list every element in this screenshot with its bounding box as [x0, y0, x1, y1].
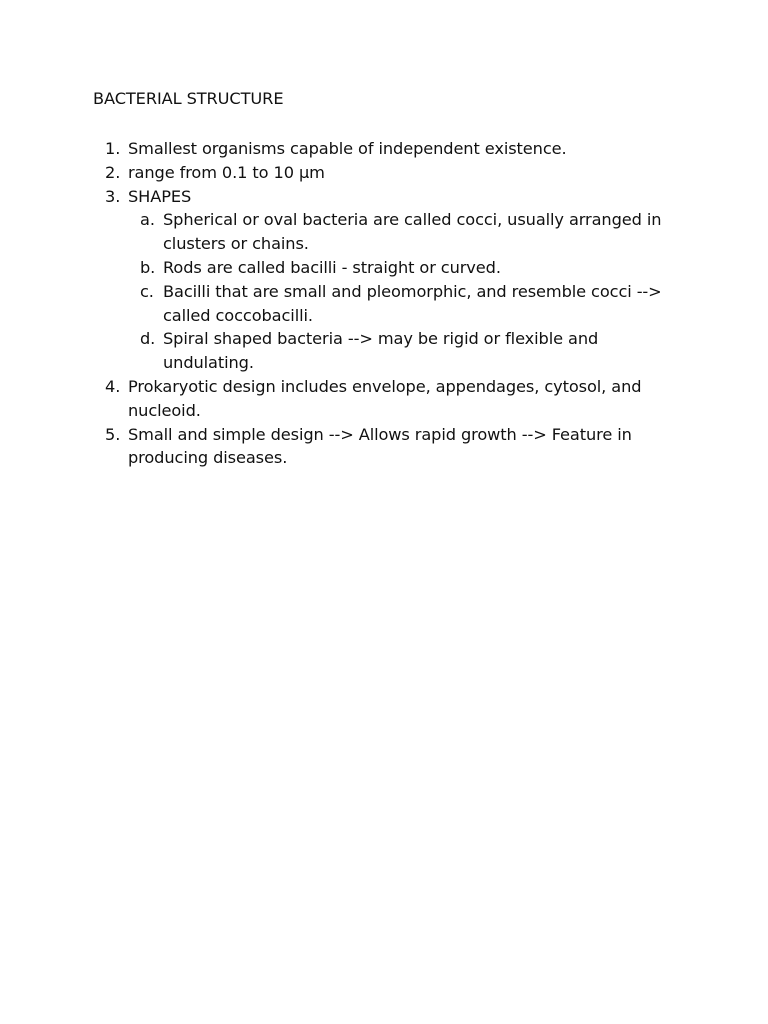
list-item-text: Smallest organisms capable of independent existence. [128, 139, 567, 158]
list-item-text: Small and simple design --> Allows rapid growth --> Feature in producing diseases. [128, 424, 632, 468]
document-title: BACTERIAL STRUCTURE [93, 89, 284, 108]
list-number: 5. [105, 424, 121, 444]
list-number: 1. [105, 139, 121, 158]
sublist-item-text: Rods are called bacilli - straight or curved. [163, 257, 501, 277]
list-item-4 [93, 375, 693, 423]
list-number: 4. [105, 376, 121, 396]
sublist-item-text: Bacilli that are small and pleomorphic, and resemble cocci --> called coccobacilli. [163, 281, 662, 325]
list-number: 2. [105, 162, 121, 182]
list-item-text: Prokaryotic design includes envelope, appendages, cytosol, and nucleoid. [128, 376, 642, 420]
sublist-item-d [128, 327, 693, 375]
sublist-item-text: Spiral shaped bacteria --> may be rigid or flexible and undulating. [163, 329, 599, 373]
sublist-letter: b. [140, 257, 156, 277]
list-item-3 [93, 185, 693, 375]
list-number: 3. [105, 186, 121, 206]
sublist-letter: a. [140, 210, 155, 230]
list-item-text: SHAPES [128, 186, 192, 206]
list-item-text: range from 0.1 to 10 μm [128, 162, 325, 182]
list-item-5 [93, 423, 693, 471]
sublist-letter: d. [140, 329, 156, 349]
sublist-item-b [128, 256, 693, 280]
sublist-item-text: Spherical or oval bacteria are called cocci, usually arranged in clusters or chains. [163, 210, 662, 254]
lettered-sublist [128, 208, 693, 375]
list-item-2 [93, 161, 693, 185]
list-item-1 [93, 137, 693, 161]
sublist-item-a [128, 208, 693, 256]
sublist-item-c [128, 280, 693, 328]
sublist-letter: c. [140, 281, 154, 301]
numbered-list [93, 137, 693, 470]
